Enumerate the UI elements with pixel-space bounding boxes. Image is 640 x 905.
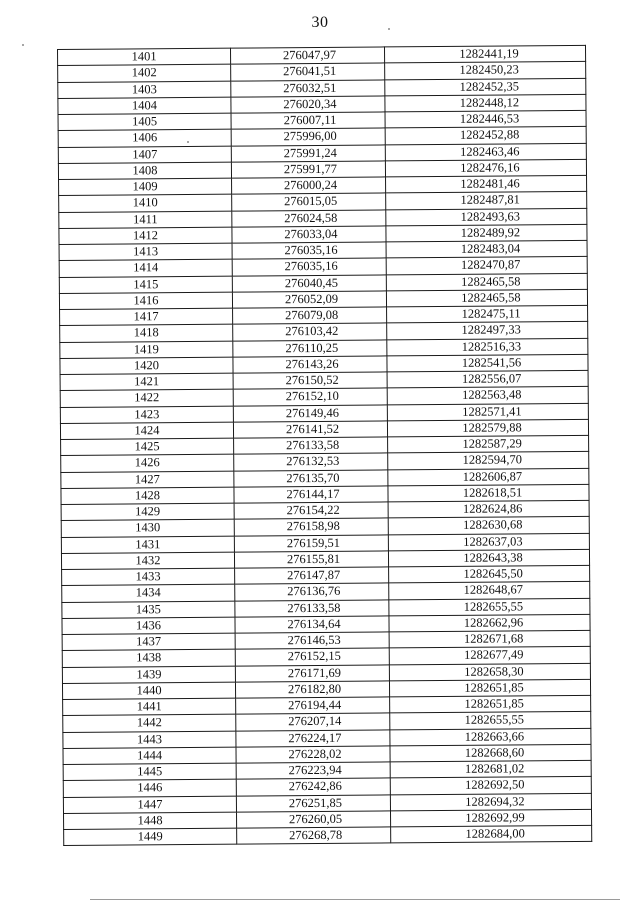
point-number-cell: 1404 (58, 97, 231, 115)
y-coordinate-cell: 1282671,68 (389, 630, 590, 648)
x-coordinate-cell: 276041,51 (231, 63, 385, 80)
y-coordinate-cell: 1282571,41 (387, 403, 588, 421)
point-number-cell: 1438 (62, 649, 235, 667)
x-coordinate-cell: 276035,16 (232, 242, 386, 259)
y-coordinate-cell: 1282658,30 (389, 663, 590, 681)
x-coordinate-cell: 276194,44 (236, 697, 390, 714)
x-coordinate-cell: 276033,04 (232, 226, 386, 243)
point-number-cell: 1411 (59, 211, 232, 229)
page-number: 30 (311, 14, 329, 31)
y-coordinate-cell: 1282448,12 (385, 94, 586, 112)
point-number-cell: 1425 (61, 438, 234, 456)
point-number-cell: 1419 (60, 341, 233, 359)
point-number-cell: 1408 (58, 162, 231, 180)
y-coordinate-cell: 1282662,96 (389, 614, 590, 632)
x-coordinate-cell: 275996,00 (231, 128, 385, 145)
x-coordinate-cell: 276155,81 (234, 551, 388, 568)
x-coordinate-cell: 276132,53 (234, 453, 388, 470)
y-coordinate-cell: 1282684,00 (391, 825, 592, 843)
x-coordinate-cell: 276134,64 (235, 616, 389, 633)
y-coordinate-cell: 1282465,58 (386, 273, 587, 291)
x-coordinate-cell: 276260,05 (236, 811, 390, 828)
x-coordinate-cell: 276242,86 (236, 778, 390, 795)
x-coordinate-cell: 275991,24 (231, 144, 385, 161)
x-coordinate-cell: 276207,14 (236, 713, 390, 730)
point-number-cell: 1442 (63, 714, 236, 732)
point-number-cell: 1418 (60, 324, 233, 342)
point-number-cell: 1437 (62, 633, 235, 651)
point-number-cell: 1433 (62, 568, 235, 586)
point-number-cell: 1443 (63, 731, 236, 749)
y-coordinate-cell: 1282651,85 (390, 695, 591, 713)
point-number-cell: 1402 (58, 64, 231, 82)
point-number-cell: 1414 (59, 259, 232, 277)
y-coordinate-cell: 1282624,86 (388, 500, 589, 518)
y-coordinate-cell: 1282452,35 (385, 78, 586, 96)
point-number-cell: 1413 (59, 243, 232, 261)
x-coordinate-cell: 276144,17 (234, 486, 388, 503)
x-coordinate-cell: 276141,52 (233, 421, 387, 438)
x-coordinate-cell: 276047,97 (230, 47, 384, 64)
point-number-cell: 1407 (58, 146, 231, 164)
y-coordinate-cell: 1282476,16 (385, 159, 586, 177)
y-coordinate-cell: 1282497,33 (387, 322, 588, 340)
y-coordinate-cell: 1282594,70 (388, 452, 589, 470)
y-coordinate-cell: 1282618,51 (388, 484, 589, 502)
point-number-cell: 1435 (62, 601, 235, 619)
x-coordinate-cell: 276150,52 (233, 372, 387, 389)
y-coordinate-cell: 1282470,87 (386, 257, 587, 275)
y-coordinate-cell: 1282493,63 (386, 208, 587, 226)
y-coordinate-cell: 1282651,85 (389, 679, 590, 697)
point-number-cell: 1434 (62, 584, 235, 602)
y-coordinate-cell: 1282489,92 (386, 224, 587, 242)
point-number-cell: 1401 (58, 48, 231, 66)
scan-edge-line (90, 899, 620, 900)
y-coordinate-cell: 1282475,11 (387, 305, 588, 323)
y-coordinate-cell: 1282463,46 (385, 143, 586, 161)
point-number-cell: 1422 (60, 389, 233, 407)
y-coordinate-cell: 1282655,55 (389, 598, 590, 616)
y-coordinate-cell: 1282692,99 (390, 809, 591, 827)
point-number-cell: 1447 (63, 796, 236, 814)
x-coordinate-cell: 276146,53 (235, 632, 389, 649)
y-coordinate-cell: 1282630,68 (388, 517, 589, 535)
scan-speck (187, 141, 189, 143)
y-coordinate-cell: 1282563,48 (387, 387, 588, 405)
y-coordinate-cell: 1282648,67 (389, 582, 590, 600)
x-coordinate-cell: 276228,02 (236, 746, 390, 763)
x-coordinate-cell: 276152,15 (235, 648, 389, 665)
y-coordinate-cell: 1282677,49 (389, 647, 590, 665)
point-number-cell: 1430 (61, 519, 234, 537)
y-coordinate-cell: 1282487,81 (386, 192, 587, 210)
point-number-cell: 1416 (59, 292, 232, 310)
y-coordinate-cell: 1282481,46 (386, 175, 587, 193)
y-coordinate-cell: 1282452,88 (385, 127, 586, 145)
y-coordinate-cell: 1282446,53 (385, 110, 586, 128)
coordinates-table (57, 45, 592, 846)
y-coordinate-cell: 1282483,04 (386, 240, 587, 258)
y-coordinate-cell: 1282579,88 (387, 419, 588, 437)
point-number-cell: 1431 (61, 536, 234, 554)
coordinates-table-body (58, 45, 592, 845)
point-number-cell: 1429 (61, 503, 234, 521)
point-number-cell: 1428 (61, 487, 234, 505)
x-coordinate-cell: 276182,80 (235, 681, 389, 698)
x-coordinate-cell: 276149,46 (233, 404, 387, 421)
table-row (64, 825, 592, 845)
point-number-cell: 1424 (60, 422, 233, 440)
x-coordinate-cell: 276015,05 (232, 193, 386, 210)
point-number-cell: 1406 (58, 129, 231, 147)
point-number-cell: 1444 (63, 747, 236, 765)
point-number-cell: 1449 (64, 828, 237, 846)
y-coordinate-cell: 1282694,32 (390, 793, 591, 811)
x-coordinate-cell: 276136,76 (235, 583, 389, 600)
point-number-cell: 1427 (61, 471, 234, 489)
y-coordinate-cell: 1282516,33 (387, 338, 588, 356)
y-coordinate-cell: 1282645,50 (389, 565, 590, 583)
x-coordinate-cell: 276171,69 (235, 664, 389, 681)
x-coordinate-cell: 276159,51 (234, 534, 388, 551)
x-coordinate-cell: 276103,42 (233, 323, 387, 340)
x-coordinate-cell: 276133,58 (235, 599, 389, 616)
x-coordinate-cell: 276020,34 (231, 96, 385, 113)
point-number-cell: 1420 (60, 357, 233, 375)
x-coordinate-cell: 276158,98 (234, 518, 388, 535)
x-coordinate-cell: 276110,25 (233, 339, 387, 356)
point-number-cell: 1432 (61, 552, 234, 570)
x-coordinate-cell: 276040,45 (232, 274, 386, 291)
y-coordinate-cell: 1282643,38 (388, 549, 589, 567)
y-coordinate-cell: 1282681,02 (390, 760, 591, 778)
x-coordinate-cell: 276135,70 (234, 469, 388, 486)
scan-speck (388, 28, 390, 30)
point-number-cell: 1446 (63, 779, 236, 797)
point-number-cell: 1410 (59, 194, 232, 212)
point-number-cell: 1445 (63, 763, 236, 781)
y-coordinate-cell: 1282637,03 (388, 533, 589, 551)
x-coordinate-cell: 276052,09 (232, 291, 386, 308)
y-coordinate-cell: 1282692,50 (390, 777, 591, 795)
x-coordinate-cell: 276147,87 (235, 567, 389, 584)
point-number-cell: 1439 (62, 666, 235, 684)
point-number-cell: 1417 (60, 308, 233, 326)
y-coordinate-cell: 1282668,60 (390, 744, 591, 762)
y-coordinate-cell: 1282541,56 (387, 354, 588, 372)
y-coordinate-cell: 1282465,58 (386, 289, 587, 307)
scan-speck (22, 44, 24, 46)
point-number-cell: 1409 (59, 178, 232, 196)
point-number-cell: 1415 (59, 276, 232, 294)
x-coordinate-cell: 276224,17 (236, 729, 390, 746)
x-coordinate-cell: 276000,24 (232, 177, 386, 194)
x-coordinate-cell: 276079,08 (233, 307, 387, 324)
x-coordinate-cell: 276251,85 (236, 794, 390, 811)
point-number-cell: 1441 (63, 698, 236, 716)
x-coordinate-cell: 276143,26 (233, 356, 387, 373)
x-coordinate-cell: 276024,58 (232, 209, 386, 226)
y-coordinate-cell: 1282587,29 (388, 435, 589, 453)
x-coordinate-cell: 276268,78 (237, 827, 391, 844)
point-number-cell: 1412 (59, 227, 232, 245)
point-number-cell: 1436 (62, 617, 235, 635)
x-coordinate-cell: 275991,77 (231, 161, 385, 178)
y-coordinate-cell: 1282663,66 (390, 728, 591, 746)
y-coordinate-cell: 1282556,07 (387, 370, 588, 388)
y-coordinate-cell: 1282441,19 (384, 45, 585, 63)
coordinates-table-container (57, 45, 591, 846)
x-coordinate-cell: 276007,11 (231, 112, 385, 129)
y-coordinate-cell: 1282450,23 (385, 62, 586, 80)
point-number-cell: 1421 (60, 373, 233, 391)
x-coordinate-cell: 276133,58 (234, 437, 388, 454)
point-number-cell: 1405 (58, 113, 231, 131)
x-coordinate-cell: 276032,51 (231, 79, 385, 96)
point-number-cell: 1423 (60, 406, 233, 424)
x-coordinate-cell: 276223,94 (236, 762, 390, 779)
point-number-cell: 1403 (58, 81, 231, 99)
x-coordinate-cell: 276035,16 (232, 258, 386, 275)
x-coordinate-cell: 276152,10 (233, 388, 387, 405)
x-coordinate-cell: 276154,22 (234, 502, 388, 519)
point-number-cell: 1448 (64, 812, 237, 830)
y-coordinate-cell: 1282606,87 (388, 468, 589, 486)
point-number-cell: 1426 (61, 454, 234, 472)
y-coordinate-cell: 1282655,55 (390, 712, 591, 730)
point-number-cell: 1440 (62, 682, 235, 700)
